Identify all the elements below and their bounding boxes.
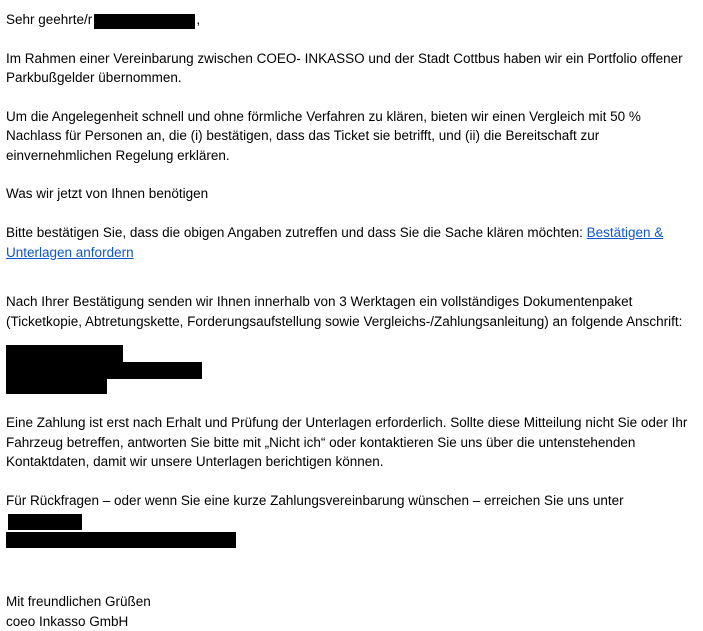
paragraph-agreement: Im Rahmen einer Vereinbarung zwischen COEO- INKASSO und der Stadt Cottbus haben wir ein Portfolio offener Parkbußgelder übernommen. <box>6 50 683 86</box>
spacer <box>6 204 697 223</box>
closing-greeting: Mit freundlichen Grüßen <box>6 594 151 609</box>
spacer <box>6 30 697 49</box>
sender-company: coeo Inkasso GmbH <box>6 613 129 629</box>
spacer <box>6 578 697 592</box>
section-heading-required: Was wir jetzt von Ihnen benötigen <box>6 186 209 202</box>
salutation-prefix: Sehr geehrte/r <box>6 12 93 27</box>
salutation-suffix: , <box>196 12 201 27</box>
redacted-contact-phone <box>8 514 82 530</box>
spacer <box>6 331 697 345</box>
redacted-contact-details <box>6 532 236 548</box>
spacer <box>6 262 697 292</box>
questions-text: Für Rückfragen – oder wenn Sie eine kurze Zahlungsvereinbarung wünschen – erreichen Sie uns unter <box>6 492 624 508</box>
confirm-request-text: Bitte bestätigen Sie, dass die obigen Angaben zutreffen und dass Sie die Sache klären möchten: <box>6 224 583 240</box>
spacer <box>6 165 697 184</box>
paragraph-settlement-offer: Um die Angelegenheit schnell und ohne förmliche Verfahren zu klären, bieten wir einen Vergleich mit 50 % Nachlass für Personen an, die (i) bestätigen, dass das Ticket sie betrifft, und (ii) die Bereitschaft zur einvernehmlichen Regelung erklären. <box>6 108 641 163</box>
redacted-address-line-2 <box>6 362 202 379</box>
redacted-address-line-3 <box>6 379 107 394</box>
spacer <box>6 88 697 107</box>
salutation-line <box>6 10 697 30</box>
paragraph-confirm-request <box>6 223 697 262</box>
redacted-address-line-1 <box>6 345 123 362</box>
redacted-recipient-name <box>94 14 195 29</box>
spacer <box>6 472 697 491</box>
redacted-address-block <box>6 345 697 394</box>
paragraph-after-confirmation: Nach Ihrer Bestätigung senden wir Ihnen innerhalb von 3 Werktagen ein vollständiges Dokumentenpaket (Ticketkopie, Abtretungskette, Forderungsaufstellung sowie Vergleichs-/Zahlungsanleitung) an folgende Anschrift: <box>6 294 683 329</box>
spacer <box>6 394 697 413</box>
paragraph-questions-contact <box>6 491 697 530</box>
confirm-and-request-documents-link[interactable]: Bestätigen & Unterlagen anfordern <box>6 224 664 260</box>
paragraph-payment-notice: Eine Zahlung ist erst nach Erhalt und Prüfung der Unterlagen erforderlich. Sollte diese Mitteilung nicht Sie oder Ihr Fahrzeug betreffen, antworten Sie bitte mit „Nicht ich“ oder kontaktieren Sie uns über die untenstehenden Kontaktdaten, damit wir unsere Unterlagen berichtigen können. <box>6 415 688 470</box>
spacer <box>6 548 697 578</box>
